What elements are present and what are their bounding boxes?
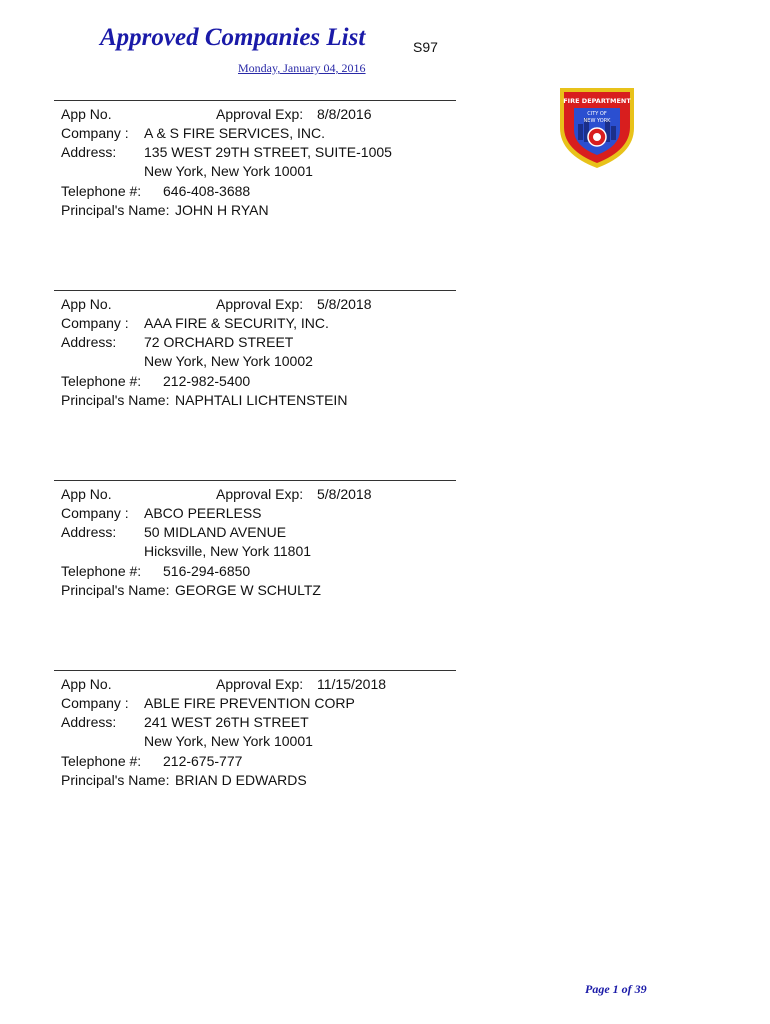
- list-code: S97: [413, 39, 438, 55]
- company-record: [54, 290, 458, 420]
- company-label: Company :: [61, 315, 129, 331]
- address-line1: 135 WEST 29TH STREET, SUITE-1005: [144, 144, 392, 160]
- address-line2: New York, New York 10002: [144, 353, 313, 369]
- company-record: [54, 670, 458, 800]
- principal-label: Principal's Name:: [61, 202, 170, 218]
- principal-label: Principal's Name:: [61, 392, 170, 408]
- app-no-label: App No.: [61, 486, 112, 502]
- address-line2: New York, New York 10001: [144, 163, 313, 179]
- telephone-value: 212-982-5400: [163, 373, 251, 389]
- badge-text-city: CITY OF: [587, 111, 607, 117]
- company-label: Company :: [61, 125, 129, 141]
- divider: [54, 480, 456, 481]
- app-no-label: App No.: [61, 106, 112, 122]
- telephone-label: Telephone #:: [61, 373, 142, 389]
- telephone-value: 516-294-6850: [163, 563, 251, 579]
- approval-exp-value: 11/15/2018: [317, 676, 387, 692]
- company-record: [54, 480, 458, 610]
- telephone-value: 212-675-777: [163, 753, 243, 769]
- page-title: Approved Companies List: [100, 24, 366, 51]
- address-label: Address:: [61, 714, 117, 730]
- company-name: ABLE FIRE PREVENTION CORP: [144, 695, 355, 711]
- principal-name: NAPHTALI LICHTENSTEIN: [175, 392, 348, 408]
- approval-exp-label: Approval Exp:: [216, 106, 304, 122]
- approval-exp-value: 5/8/2018: [317, 296, 372, 312]
- telephone-value: 646-408-3688: [163, 183, 251, 199]
- badge-text-top: FIRE DEPARTMENT: [563, 97, 631, 105]
- approval-exp-label: Approval Exp:: [216, 486, 304, 502]
- telephone-label: Telephone #:: [61, 753, 142, 769]
- address-line1: 72 ORCHARD STREET: [144, 334, 294, 350]
- divider: [54, 100, 456, 101]
- principal-name: JOHN H RYAN: [175, 202, 269, 218]
- report-date: Monday, January 04, 2016: [238, 61, 366, 75]
- telephone-label: Telephone #:: [61, 563, 142, 579]
- address-line1: 50 MIDLAND AVENUE: [144, 524, 287, 540]
- address-line2: New York, New York 10001: [144, 733, 313, 749]
- fdny-badge-logo: [556, 84, 638, 170]
- approval-exp-value: 8/8/2016: [317, 106, 372, 122]
- telephone-label: Telephone #:: [61, 183, 142, 199]
- address-line1: 241 WEST 26TH STREET: [144, 714, 309, 730]
- principal-label: Principal's Name:: [61, 582, 170, 598]
- badge-text-ny: NEW YORK: [583, 118, 611, 124]
- divider: [54, 670, 456, 671]
- principal-name: BRIAN D EDWARDS: [175, 772, 307, 788]
- page-number: Page 1 of 39: [585, 982, 647, 996]
- address-line2: Hicksville, New York 11801: [144, 543, 312, 559]
- address-label: Address:: [61, 144, 117, 160]
- principal-name: GEORGE W SCHULTZ: [175, 582, 321, 598]
- address-label: Address:: [61, 524, 117, 540]
- address-label: Address:: [61, 334, 117, 350]
- app-no-label: App No.: [61, 296, 112, 312]
- company-name: AAA FIRE & SECURITY, INC.: [144, 315, 329, 331]
- divider: [54, 290, 456, 291]
- app-no-label: App No.: [61, 676, 112, 692]
- company-label: Company :: [61, 695, 129, 711]
- approval-exp-label: Approval Exp:: [216, 296, 304, 312]
- company-name: ABCO PEERLESS: [144, 505, 262, 521]
- approval-exp-label: Approval Exp:: [216, 676, 304, 692]
- company-record: [54, 100, 458, 230]
- approval-exp-value: 5/8/2018: [317, 486, 372, 502]
- principal-label: Principal's Name:: [61, 772, 170, 788]
- company-label: Company :: [61, 505, 129, 521]
- company-name: A & S FIRE SERVICES, INC.: [144, 125, 326, 141]
